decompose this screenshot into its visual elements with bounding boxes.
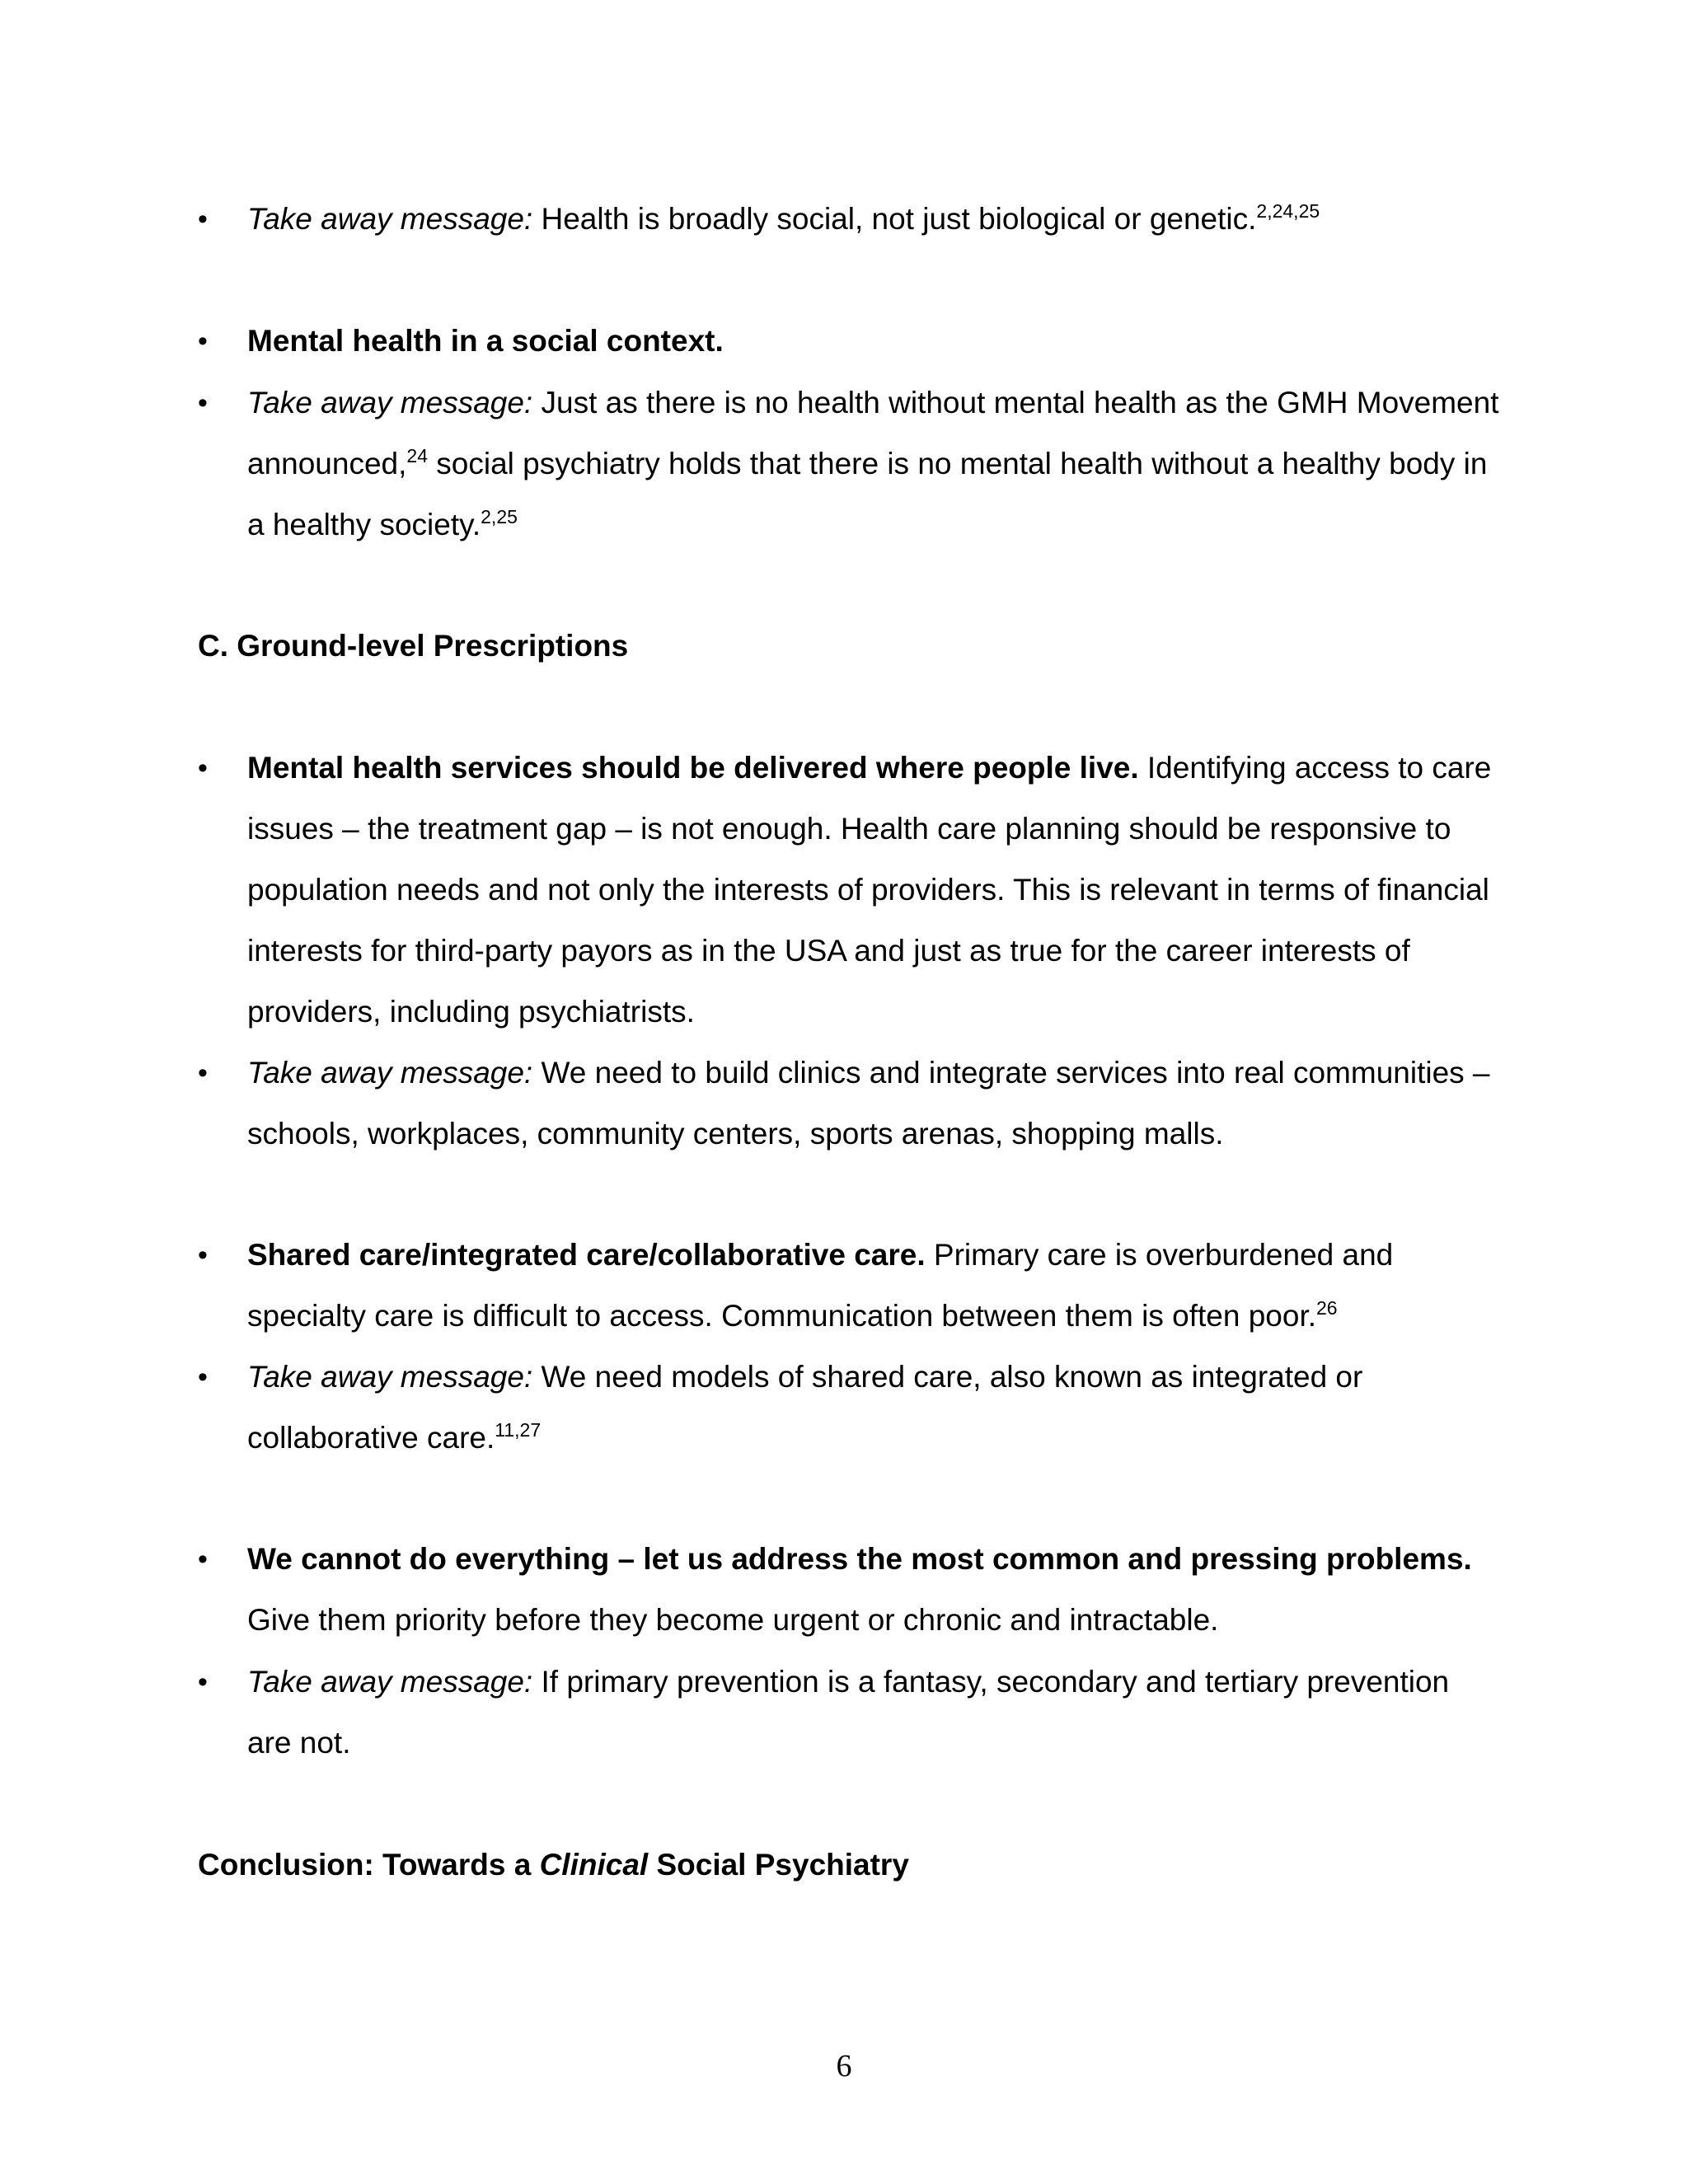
bullet-text (247, 1529, 1500, 1651)
body-text: Give them priority before they become urgent or chronic and intractable. (247, 1603, 1219, 1637)
bullet-icon: • (198, 752, 208, 784)
bullet-text (247, 373, 1500, 555)
citation: 24 (406, 445, 428, 466)
body-text: Primary care is overburdened and specialty care is difficult to access. Communication between them is often poor. (247, 1238, 1394, 1333)
bullet-icon: • (198, 1361, 208, 1393)
bullet-text (247, 1347, 1500, 1469)
body-text: We need models of shared care, also known as integrated or collaborative care. (247, 1360, 1363, 1455)
italic-lead: Take away message: (247, 1360, 533, 1394)
bullet-item-services-where-people-live (198, 738, 1500, 1043)
citation: 11,27 (495, 1419, 542, 1441)
bullet-text (247, 189, 1500, 250)
body-text: Identifying access to care issues – the treatment gap – is not enough. Health care planning should be responsive to population needs and not only the interests of providers. This is relevant in terms of financial interests for third-party payors as in the USA and just as true for the career interests of providers, including psychiatrists. (247, 751, 1492, 1029)
bold-lead: Mental health services should be delivered where people live. (247, 751, 1139, 785)
bullet-item-cannot-do-everything (198, 1529, 1500, 1651)
bullet-icon: • (198, 387, 208, 419)
bullet-text (247, 738, 1500, 1043)
conclusion-suffix: Social Psychiatry (648, 1848, 909, 1882)
conclusion-prefix: Conclusion: Towards a (198, 1848, 540, 1882)
italic-lead: Take away message: (247, 386, 533, 419)
body-text: social psychiatry holds that there is no mental health without a healthy body in a healthy society. (247, 447, 1488, 541)
citation: 2,24,25 (1256, 200, 1320, 222)
italic-lead: Take away message: (247, 202, 533, 236)
bold-lead: We cannot do everything – let us address the most common and pressing problems. (247, 1542, 1472, 1576)
body-text: If primary prevention is a fantasy, secondary and tertiary prevention are not. (247, 1665, 1450, 1760)
bullet-icon: • (198, 204, 208, 235)
conclusion-italic: Clinical (539, 1848, 649, 1882)
body-text: Just as there is no health without mental health as the GMH Movement announced, (247, 386, 1499, 480)
body-text: We need to build clinics and integrate services into real communities – schools, workplaces, community centers, sports arenas, shopping malls. (247, 1056, 1490, 1151)
bullet-icon: • (198, 326, 208, 357)
bullet-item-takeaway-shared-care-models (198, 1347, 1500, 1469)
bullet-item-takeaway-health-social (198, 189, 1500, 250)
bullet-item-shared-care (198, 1225, 1500, 1347)
body-text: Health is broadly social, not just biological or genetic. (532, 202, 1257, 236)
bullet-text (247, 1652, 1500, 1774)
bullet-text (247, 1225, 1500, 1347)
citation: 2,25 (481, 506, 518, 527)
page-number: 6 (836, 2049, 852, 2083)
bullet-text (247, 1043, 1500, 1165)
italic-lead: Take away message: (247, 1056, 533, 1090)
bullet-item-takeaway-no-health-without-mental-health (198, 373, 1500, 555)
conclusion-heading (198, 1835, 909, 1896)
section-heading-ground-level: C. Ground-level Prescriptions (198, 629, 629, 663)
bullet-item-takeaway-prevention (198, 1652, 1500, 1774)
citation: 26 (1316, 1297, 1338, 1319)
bullet-icon: • (198, 1544, 208, 1575)
bullet-item-mental-health-social-context (198, 311, 1500, 372)
bold-lead: Shared care/integrated care/collaborative care. (247, 1238, 926, 1272)
italic-lead: Take away message: (247, 1665, 533, 1699)
bullet-icon: • (198, 1240, 208, 1271)
bullet-item-takeaway-build-clinics (198, 1043, 1500, 1165)
bullet-icon: • (198, 1666, 208, 1698)
bullet-text (247, 311, 1500, 372)
bold-lead: Mental health in a social context. (247, 324, 724, 358)
bullet-icon: • (198, 1057, 208, 1089)
